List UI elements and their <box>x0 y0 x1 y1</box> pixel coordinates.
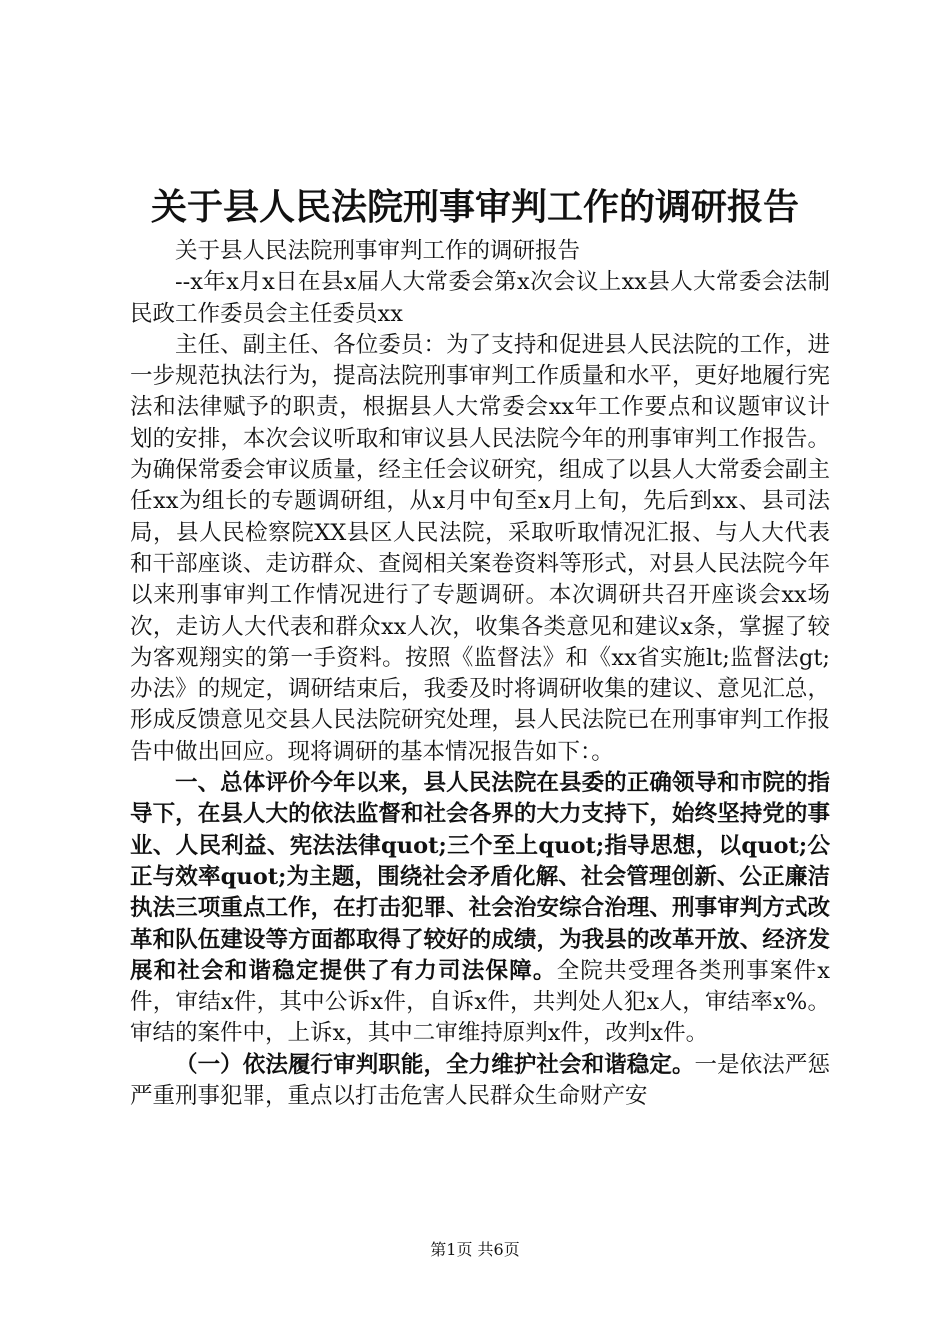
intro-paragraph: 主任、副主任、各位委员：为了支持和促进县人民法院的工作，进一步规范执法行为，提高法院刑事审判工作质量和水平，更好地履行宪法和法律赋予的职责，根据县人大常委会xx年工作要点和议题审议计划的安排，本次会议听取和审议县人民法院今年的刑事审判工作报告。为确保常委会审议质量，经主任会议研究，组成了以县人大常委会副主任xx为组长的专题调研组，从x月中旬至x月上旬，先后到xx、县司法局，县人民检察院XX县区人民法院，采取听取情况汇报、与人大代表和干部座谈、走访群众、查阅相关案卷资料等形式，对县人民法院今年以来刑事审判工作情况进行了专题调研。本次调研共召开座谈会xx场次，走访人大代表和群众xx人次，收集各类意见和建议x条，掌握了较为客观翔实的第一手资料。按照《监督法》和《xx省实施lt;监督法gt;办法》的规定，调研结束后，我委及时将调研收集的建议、意见汇总，形成反馈意见交县人民法院研究处理，县人民法院已在刑事审判工作报告中做出回应。现将调研的基本情况报告如下：。 <box>130 331 830 765</box>
document-title: 关于县人民法院刑事审判工作的调研报告 <box>150 186 799 228</box>
subtitle-paragraph: 关于县人民法院刑事审判工作的调研报告 <box>175 238 581 264</box>
subsection-1-heading: （一）依法履行审判职能，全力维护社会和谐稳定。 <box>175 1051 695 1078</box>
document-body <box>130 236 830 1112</box>
section-1-paragraph <box>130 768 830 1050</box>
page-number: 第1页 共6页 <box>430 1240 520 1259</box>
section-1-text: 全院共受理各类刑事案件x件，审结x件，其中公诉x件，自诉x件，共判处人犯x人，审结率x%。审结的案件中，上诉x，其中二审维持原判x件，改判x件。 <box>130 957 830 1047</box>
subsection-1-text: 一是依法严惩严重刑事犯罪，重点以打击危害人民群众生命财产安 <box>130 1051 830 1110</box>
section-1-heading: 一、总体评价今年以来，县人民法院在县委的正确领导和市院的指导下，在县人大的依法监督和社会各界的大力支持下，始终坚持党的事业、人民利益、宪法法律quot;三个至上quot;指导思想，以quot;公正与效率quot;为主题，围绕社会矛盾化解、社会管理创新、公正廉洁执法三项重点工作，在打击犯罪、社会治安综合治理、刑事审判方式改革和队伍建设等方面都取得了较好的成绩，为我县的改革开放、经济发展和社会和谐稳定提供了有力司法保障。 <box>130 770 830 984</box>
subsection-1-paragraph <box>130 1050 830 1113</box>
speaker-paragraph: --x年x月x日在县x届人大常委会第x次会议上xx县人大常委会法制民政工作委员会主任委员xx <box>130 269 830 327</box>
